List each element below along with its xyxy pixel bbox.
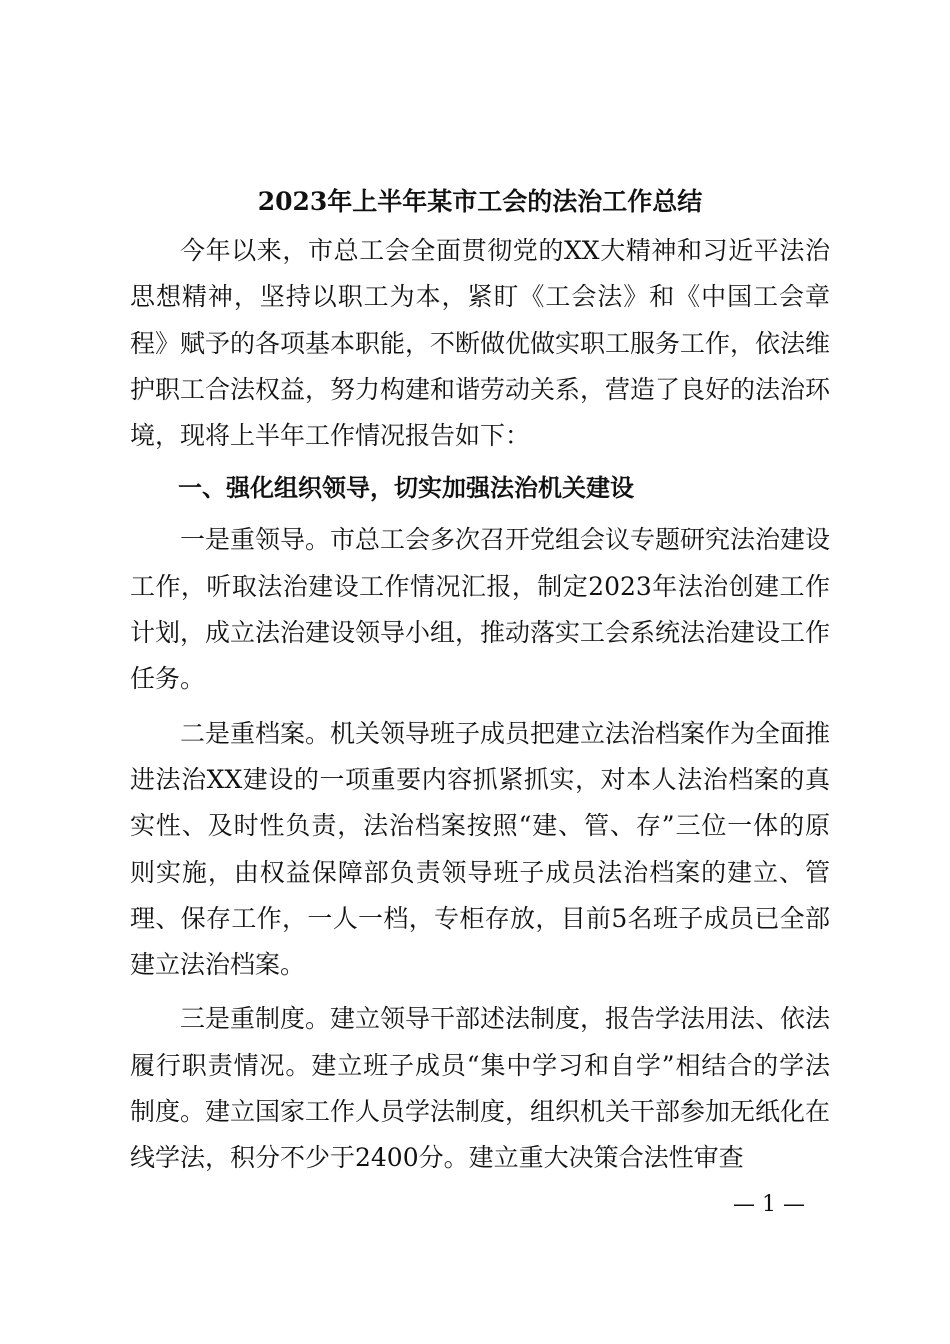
paragraph-archives: 二是重档案。机关领导班子成员把建立法治档案作为全面推进法治XX建设的一项重要内容抓紧抓实，对本人法治档案的真实性、及时性负责，法治档案按照“建、管、存”三位一体的原则实施，由权益保障部负责领导班子成员法治档案的建立、管理、保存工作，一人一档，专柜存放，目前5名班子成员已全部建立法治档案。 [130,718,831,980]
section-heading: 一、强化组织领导，切实加强法治机关建设 [178,474,634,503]
document-title: 2023年上半年某市工会的法治工作总结 [257,187,703,216]
page-number: — 1 — [733,1192,805,1217]
paragraph-systems: 三是重制度。建立领导干部述法制度，报告学法用法、依法履行职责情况。建立班子成员“集中学习和自学”相结合的学法制度。建立国家工作人员学法制度，组织机关干部参加无纸化在线学法，积分不少于2400分。建立重大决策合法性审查 [130,1004,831,1173]
paragraph-leadership: 一是重领导。市总工会多次召开党组会议专题研究法治建设工作，听取法治建设工作情况汇报，制定2023年法治创建工作计划，成立法治建设领导小组，推动落实工会系统法治建设工作任务。 [130,525,831,694]
intro-paragraph: 今年以来，市总工会全面贯彻党的XX大精神和习近平法治思想精神，坚持以职工为本，紧盯《工会法》和《中国工会章程》赋予的各项基本职能，不断做优做实职工服务工作，依法维护职工合法权益，努力构建和谐劳动关系，营造了良好的法治环境，现将上半年工作情况报告如下： [130,236,831,451]
document-body [130,228,830,1182]
